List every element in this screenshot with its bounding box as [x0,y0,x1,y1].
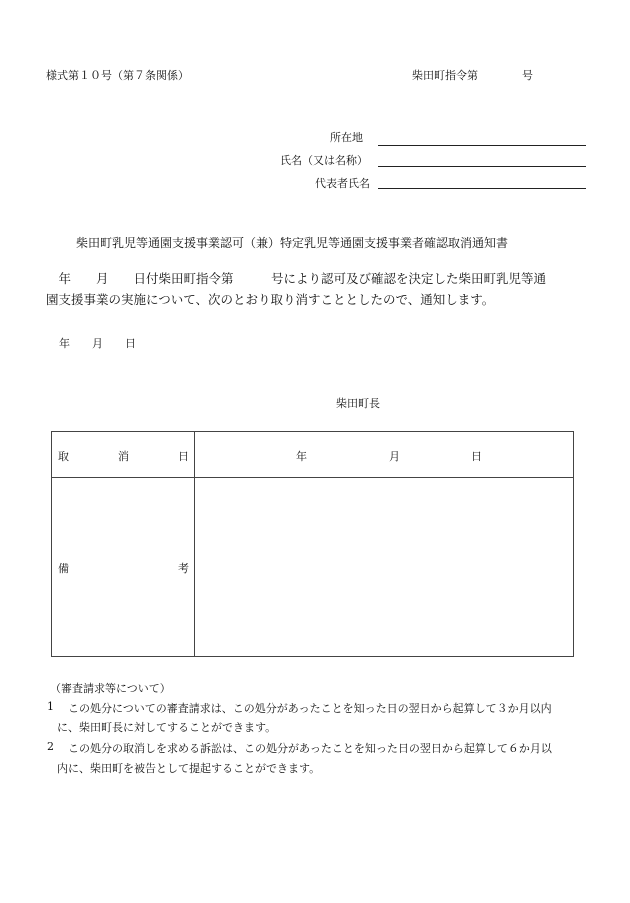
table-divider-horizontal [52,477,573,478]
table-divider-vertical [194,432,195,656]
body-line-2: 園支援事業の実施について、次のとおり取り消すこととしたので、通知します。 [46,292,495,307]
issue-date: 年 月 日 [59,337,136,350]
representative-line [378,188,586,189]
body-line-1: 年 月 日付柴田町指令第 号により認可及び確認を決定した柴田町乳児等通 [46,271,547,286]
note-1-line-1: この処分についての審査請求は、この処分があったことを知った日の翌日から起算して３か月以内 [68,702,552,715]
signer: 柴田町長 [336,397,380,410]
note-1-line-2: に、柴田町長に対してすることができます。 [57,721,277,734]
cancellation-table [51,431,574,657]
cancellation-date-label-char-3: 日 [178,450,189,463]
notes-heading: （審査請求等について） [50,682,171,695]
address-label: 所在地 [330,131,363,144]
address-line [378,145,586,146]
note-2-number: 2 [47,740,54,753]
cancellation-date-day: 日 [471,450,482,463]
cancellation-date-label-char-2: 消 [118,450,129,463]
name-label: 氏名（又は名称） [280,154,368,167]
reference-number: 柴田町指令第 号 [412,69,533,82]
remarks-label-char-1: 備 [58,562,69,575]
name-line [378,166,586,167]
note-1-number: 1 [47,700,54,713]
representative-label: 代表者氏名 [315,177,370,190]
remarks-label-char-2: 考 [178,562,189,575]
note-2-line-1: この処分の取消しを求める訴訟は、この処分があったことを知った日の翌日から起算して６か月以 [68,742,552,755]
note-2-line-2: 内に、柴田町を被告として提起することができます。 [57,762,321,775]
form-number: 様式第１０号（第７条関係） [46,69,189,82]
cancellation-date-label-char-1: 取 [58,450,69,463]
cancellation-date-month: 月 [389,450,400,463]
cancellation-date-year: 年 [296,450,307,463]
document-title: 柴田町乳児等通園支援事業認可（兼）特定乳児等通園支援事業者確認取消通知書 [76,236,509,250]
